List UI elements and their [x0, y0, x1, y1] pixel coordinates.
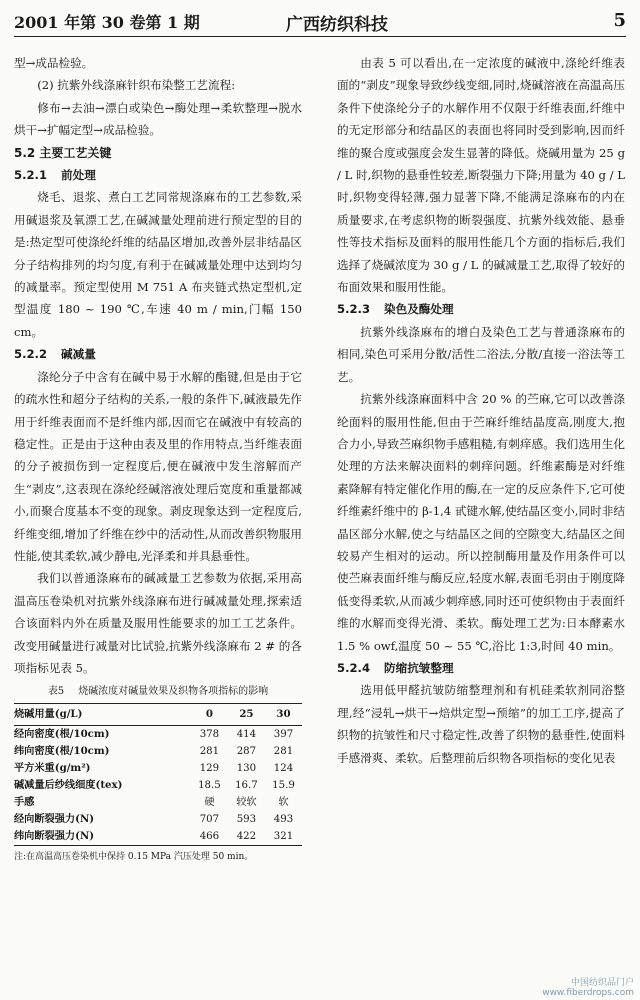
- table-cell: 平方米重(g/m²): [14, 762, 91, 775]
- table-cell: 129: [199, 763, 220, 775]
- table-cell: 397: [273, 729, 294, 741]
- paragraph: 涤纶分子中含有在碱中易于水解的酯键,但是由于它的疏水性和超分子结构的关系,一般的条件下,碱液最先作用于纤维表面而不是纤维内部,因而它在碱液中有较高的稳定性。正是由于这种由表及里的作用特点,当纤维表面的分子被损伤到一定程度后,便在碱液中发生溶解而产生“剥皮”,这表现在涤纶经碱溶液处理后宽度和重量都减小,而聚合度基本不变的现象。剥皮现象达到一定程度后,纤维变细,增加了纤维在纱中的活动性,从而改善织物服用性能,使其柔软,减少静电,光泽柔和并具悬垂性。: [14, 369, 302, 563]
- section-heading-5-2-2: [14, 343, 302, 365]
- paragraph: 我们以普通涤麻布的碱减量工艺参数为依据,采用高温高压卷染机对抗紫外线涤麻布进行碱减量处理,探索适合该面料内外在质量及服用性能要求的加工工艺条件。改变用碱量进行减量对比试验,抗紫外线涤麻布 2 # 的各项指标见表 5。: [14, 571, 302, 675]
- table-header-cell: 30: [265, 704, 302, 726]
- table-title: 烧碱浓度对碱量效果及织物各项指标的影响: [78, 686, 269, 698]
- section-number: 5.2.1: [14, 168, 48, 183]
- page-number: 5: [613, 10, 626, 31]
- page-header: [14, 6, 626, 37]
- right-column: [337, 52, 625, 769]
- table-cell: 321: [265, 828, 302, 846]
- section-title: 染色及酶处理: [384, 302, 454, 317]
- watermark-line: 中国纺织品门户: [570, 978, 634, 988]
- paragraph: 选用低甲醛抗皱防缩整理剂和有机硅柔软剂同浴整理,经“浸轧→烘干→焙烘定型→预缩”的加工工序,提高了织物的抗皱性和尺寸稳定性,改善了织物的悬垂性,使面料手感滑爽、柔软。后整理前后织物各项指标的变化见表: [337, 683, 625, 765]
- table-cell: 碱减量后纱线细度(tex): [14, 779, 123, 792]
- table-note: 注:在高温高压卷染机中保持 0.15 MPa 汽压处理 50 min。: [14, 852, 254, 863]
- section-title: 前处理: [61, 168, 96, 183]
- table-cell: 软: [278, 797, 289, 809]
- paragraph: 抗紫外线涤麻布的增白及染色工艺与普通涤麻布的相同,染色可采用分散/活性二浴法,分散/直接一浴法等工艺。: [337, 324, 625, 384]
- section-heading-5-2-3: [337, 298, 625, 320]
- table-cell: 较软: [236, 797, 257, 809]
- table-cell: 纬向断裂强力(N): [14, 828, 191, 846]
- section-heading-5-2-1: [14, 164, 302, 186]
- paragraph: 抗紫外线涤麻面料中含 20 % 的苎麻,它可以改善涤纶面料的服用性能,但由于苎麻纤维结晶度高,刚度大,抱合力小,导致苎麻织物手感粗糙,有刺痒感。我们选用生化处理的方法来解决面料的刺痒问题。纤维素酶是对纤维素降解有特定催化作用的酶,在一定的反应条件下,它可使纤维素纤维中的 β-1,4 甙键水解,使结晶区变小,同时非结晶区部分水解,使之与结晶区之间的空隙变大,结晶区之间较易产生相对的运动。所以控制酶用量及作用条件可以使苎麻表面纤维与酶反应,轻度水解,表面毛羽由于刚度降低变得柔软,从而减少刺痒感,同时还可使织物由于表面纤维的水解而变得光滑、柔软。酶处理工艺为:日本酵素水 1.5 % owf,温度 50 ~ 55 ℃,浴比 1:3,时间 40 min。: [337, 392, 625, 653]
- table-cell: 287: [236, 746, 257, 758]
- process-flow: 修布→去油→漂白或染色→酶处理→柔软整理→脱水烘干→扩幅定型→成品检验。: [14, 100, 302, 138]
- table-cell: 281: [199, 746, 220, 758]
- paragraph: 烧毛、退浆、煮白工艺同常规涤麻布的工艺参数,采用碱退浆及氧漂工艺,在碱减量处理前进行预定型的目的是:热定型可使涤纶纤维的结晶区增加,改善外层非结晶区分子结构排列的均匀度,有利于在碱减量处理中达到均匀的减量率。预定型使用 M 751 A 布夹链式热定型机,定型温度 180 ~ 190 ℃,车速 40 m / min,门幅 150 cm。: [14, 190, 302, 339]
- table-row: [14, 794, 302, 811]
- table-cell: 593: [236, 814, 257, 826]
- table-cell: 硬: [204, 797, 215, 809]
- section-title: 防缩抗皱整理: [384, 660, 454, 675]
- table-cell: 15.9: [272, 780, 295, 792]
- table-label: 表5: [47, 686, 65, 698]
- table-cell: 经向断裂强力(N): [14, 813, 95, 826]
- paragraph: 型→成品检验。: [14, 56, 94, 70]
- journal-title: 广西纺织科技: [286, 15, 388, 35]
- table-caption: [14, 683, 302, 701]
- journal-issue: 2001 年第 30 卷第 1 期: [14, 13, 200, 32]
- table-row: [14, 760, 302, 777]
- table-header-cell: 0: [191, 704, 228, 726]
- table-row: [14, 828, 302, 846]
- table-cell: 手感: [14, 796, 35, 809]
- table-cell: 16.7: [235, 780, 258, 792]
- table-row: [14, 777, 302, 794]
- section-heading-5-2-4: [337, 657, 625, 679]
- section-number: 5.2.2: [14, 347, 48, 362]
- table-row: [14, 726, 302, 744]
- table-cell: 18.5: [198, 780, 221, 792]
- table-header-row: [14, 704, 302, 726]
- table-row: [14, 811, 302, 828]
- table-cell: 281: [273, 746, 294, 758]
- section-title: 碱减量: [61, 347, 96, 362]
- site-watermark: [542, 978, 634, 998]
- paragraph: 由表 5 可以看出,在一定浓度的碱液中,涤纶纤维表面的“剥皮”现象导致纱线变细,同时,烧碱溶液在高温高压条件下使涤纶分子的水解作用不仅限于纤维表面,纤维中的无定形部分和结晶区的表面也将同时受到影响,因而纤维的聚合度或强度会发生显著的降低。烧碱用量为 25 g / L 时,织物的悬垂性较差,断裂强力下降;用量为 40 g / L 时,织物变得轻薄,强力显著下降,不能满足涤麻布的内在质量要求,在考虑织物的断裂强度、抗紫外线效能、悬垂性等技术指标及面料的服用性能几个方面的指标后,我们选择了烧碱浓度为 30 g / L 的碱减量工艺,取得了较好的布面效果和服用性能。: [337, 56, 625, 295]
- table-cell: 124: [273, 763, 294, 775]
- watermark-line: www.fiberdrops.com: [542, 988, 634, 998]
- paragraph: (2) 抗紫外线涤麻针织布染整工艺流程:: [37, 78, 236, 93]
- table-row: [14, 743, 302, 760]
- table-cell: 414: [236, 729, 257, 741]
- data-table: [14, 703, 302, 846]
- section-heading-5-2: 5.2 主要工艺关键: [14, 145, 112, 160]
- section-number: 5.2.3: [337, 302, 371, 317]
- table-cell: 纬向密度(根/10cm): [14, 745, 110, 758]
- table-header-cell: 烧碱用量(g/L): [14, 704, 191, 726]
- table-cell: 378: [199, 729, 220, 741]
- section-number: 5.2.4: [337, 660, 371, 675]
- table-cell: 130: [236, 763, 257, 775]
- table-header-cell: 25: [228, 704, 265, 726]
- table-cell: 经向密度(根/10cm): [14, 728, 110, 741]
- table-cell: 466: [191, 828, 228, 846]
- table-cell: 422: [228, 828, 265, 846]
- table-cell: 493: [273, 814, 294, 826]
- left-column: [14, 52, 302, 864]
- table-cell: 707: [199, 814, 220, 826]
